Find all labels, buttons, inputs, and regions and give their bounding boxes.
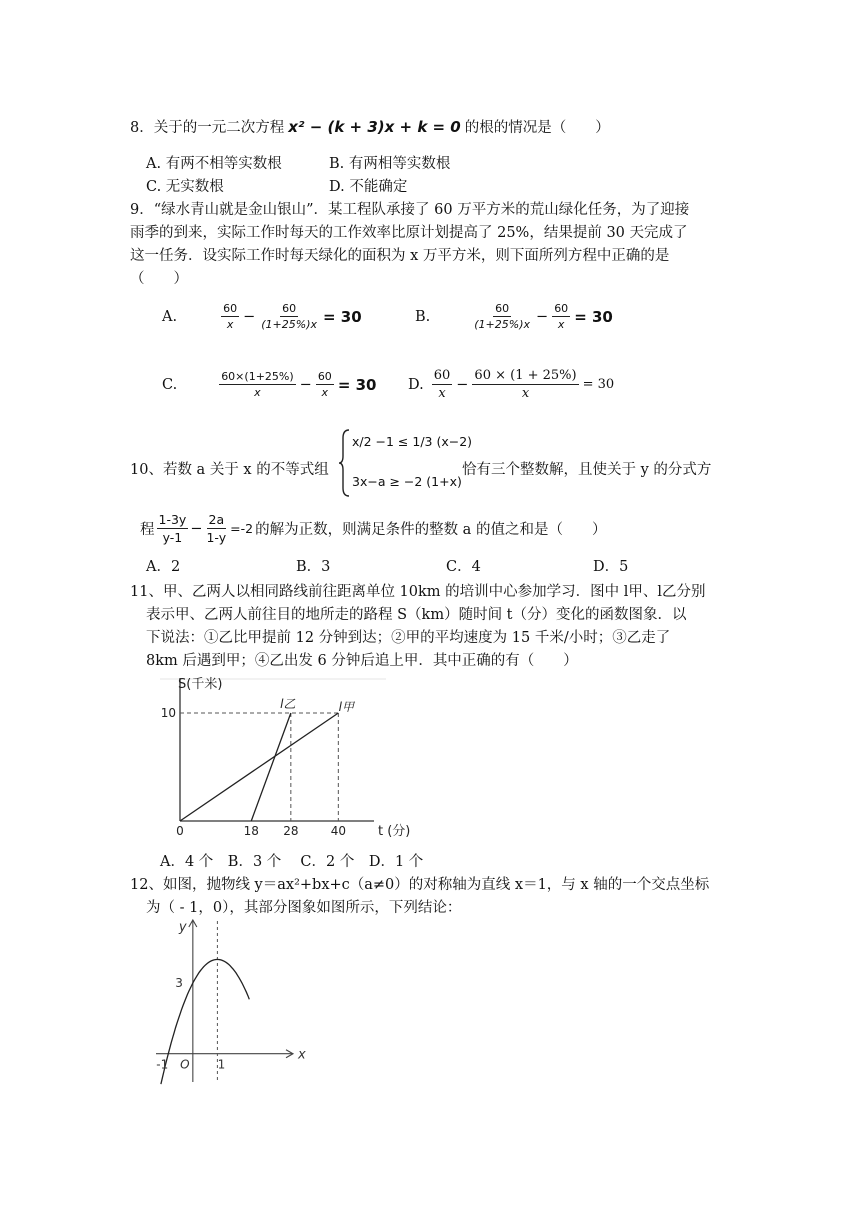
denominator: (1+25%)x [261,318,318,331]
minus: − [243,308,256,325]
numerator: 1-3y [158,512,187,527]
q9-line3: 这一任务．设实际工作时每天绿化的面积为 x 万平方米，则下面所列方程中正确的是 [130,248,670,264]
q10-frac2 [204,512,228,545]
q9-option-a-label: A. [162,308,178,325]
q9-line2: 雨季的到来，实际工作时每天的工作效率比原计划提高了 25%，结果提前 30 天完成了 [130,225,688,241]
q8-prefix: 8．关于的一元二次方程 [130,120,285,136]
q10-line2-prefix: 程 [140,522,155,538]
q9-option-c [162,370,376,399]
numerator: 60 [554,302,569,315]
q8-stem [130,116,610,137]
denominator: x [321,386,329,399]
q8-suffix: 的根的情况是（ ） [464,120,610,136]
series-line-jia [180,713,338,821]
q11-line4: 8km 后遇到甲；④乙出发 6 分钟后追上甲．其中正确的有（ ） [146,653,578,669]
minus: − [456,376,469,393]
denominator: x [254,386,261,399]
q9-d-frac1 [432,368,453,401]
q10-option-a: A．2 [146,559,181,575]
numerator: 60 [282,302,297,315]
rhs: =-2 [230,521,254,536]
q10-line2-suffix: 的解为正数，则满足条件的整数 a 的值之和是（ ） [255,522,607,538]
q10-ineq1: x/2 −1 ≤ 1/3 (x−2) [352,434,473,449]
x-tick-label: 1 [217,1057,226,1072]
rhs: = 30 [337,375,377,394]
numerator: 60×(1+25%) [221,370,294,383]
rhs: = 30 [323,307,362,326]
q9-c-frac1 [219,370,295,399]
q11-options: A．4 个 B．3 个 C．2 个 D．1 个 [160,854,424,870]
q9-d-frac2 [472,368,578,401]
denominator: (1+25%)x [474,318,531,331]
series-line-yi [251,713,291,821]
q10-option-b: B．3 [296,559,331,575]
q11-line3: 下说法：①乙比甲提前 12 分钟到达；②甲的平均速度为 15 千米/小时；③乙走了 [146,630,671,646]
q8-option-a: A. 有两不相等实数根 [146,156,282,172]
y-tick-label: 3 [175,976,183,990]
x-tick-label: 0 [176,824,184,838]
q9-b-frac2 [552,302,570,331]
q10-frac1 [157,512,189,545]
parabola-curve [161,959,249,1084]
y-axis-label: S(千米) [178,677,223,692]
q10-line2 [140,512,606,545]
numerator: 60 [495,302,510,315]
numerator: 60 [223,302,238,315]
q9-option-c-label: C. [162,376,178,393]
x-tick-label: 18 [243,824,259,838]
q9-option-a [162,302,362,331]
q8-option-b: B. 有两相等实数根 [329,156,451,172]
distance-time-chart [140,676,411,841]
q9-c-frac2 [316,370,334,399]
minus: − [299,376,312,393]
q10-option-c: C．4 [446,559,481,575]
q10-suffix: 恰有三个整数解，且使关于 y 的分式方 [462,462,712,478]
q10-option-d: D．5 [593,559,629,575]
numerator: 2a [208,512,225,527]
x-tick-label: -1 [156,1057,169,1072]
y-axis-label: y [178,920,187,935]
q9-line1: 9．“绿水青山就是金山银山”．某工程队承接了 60 万平方米的荒山绿化任务，为了迎接 [130,202,690,218]
series-label-yi: l乙 [280,697,296,711]
q8-option-c: C. 无实数根 [146,179,224,195]
rhs: = 30 [582,377,615,392]
denominator: x [557,318,565,331]
y-tick-label: 10 [160,706,176,720]
x-tick-label: 40 [330,824,346,838]
q10-inequality-system [338,428,473,500]
parabola-chart [148,912,308,1092]
q8-equation: x² − (k + 3)x + k = 0 [288,117,461,136]
denominator: x [521,386,530,401]
q12-line1: 12、如图，抛物线 y＝ax²+bx+c（a≠0）的对称轴为直线 x＝1，与 x 轴的一个交点坐标 [130,877,710,893]
rhs: = 30 [574,307,613,326]
q9-option-d-label: D. [408,376,424,393]
origin-label: O [180,1057,190,1072]
numerator: 60 [317,370,332,383]
q10-prefix: 10、若数 a 关于 x 的不等式组 [130,462,329,478]
numerator: 60 × (1 + 25%) [474,368,577,383]
x-axis-label: x [298,1047,306,1063]
brace-icon [338,428,352,498]
series-label-jia: l甲 [338,700,355,714]
q9-a-frac1 [221,302,239,331]
q12-line2: 为（ - 1，0），其部分图象如图所示，下列结论： [146,900,462,916]
denominator: x [226,318,234,331]
q9-option-b-label: B. [415,308,431,325]
denominator: x [438,386,446,401]
q11-line2: 表示甲、乙两人前往目的地所走的路程 S（km）随时间 t（分）变化的函数图象．以 [146,607,687,623]
minus: − [536,308,549,325]
numerator: 60 [433,368,451,383]
minus: − [190,520,203,537]
q9-line4: （ ） [130,271,188,287]
q10-ineq2: 3x−a ≥ −2 (1+x) [352,474,462,489]
denominator: 1-y [206,530,227,545]
q9-option-d [408,368,614,401]
q9-option-b [415,302,613,331]
denominator: y-1 [162,530,183,545]
q8-option-d: D. 不能确定 [329,179,408,195]
q9-b-frac1 [472,302,532,331]
q9-a-frac2 [259,302,319,331]
x-axis-label: t (分) [378,824,411,839]
q11-line1: 11、甲、乙两人以相同路线前往距离单位 10km 的培训中心参加学习．图中 l甲、l乙分别 [130,584,706,600]
x-tick-label: 28 [283,824,299,838]
